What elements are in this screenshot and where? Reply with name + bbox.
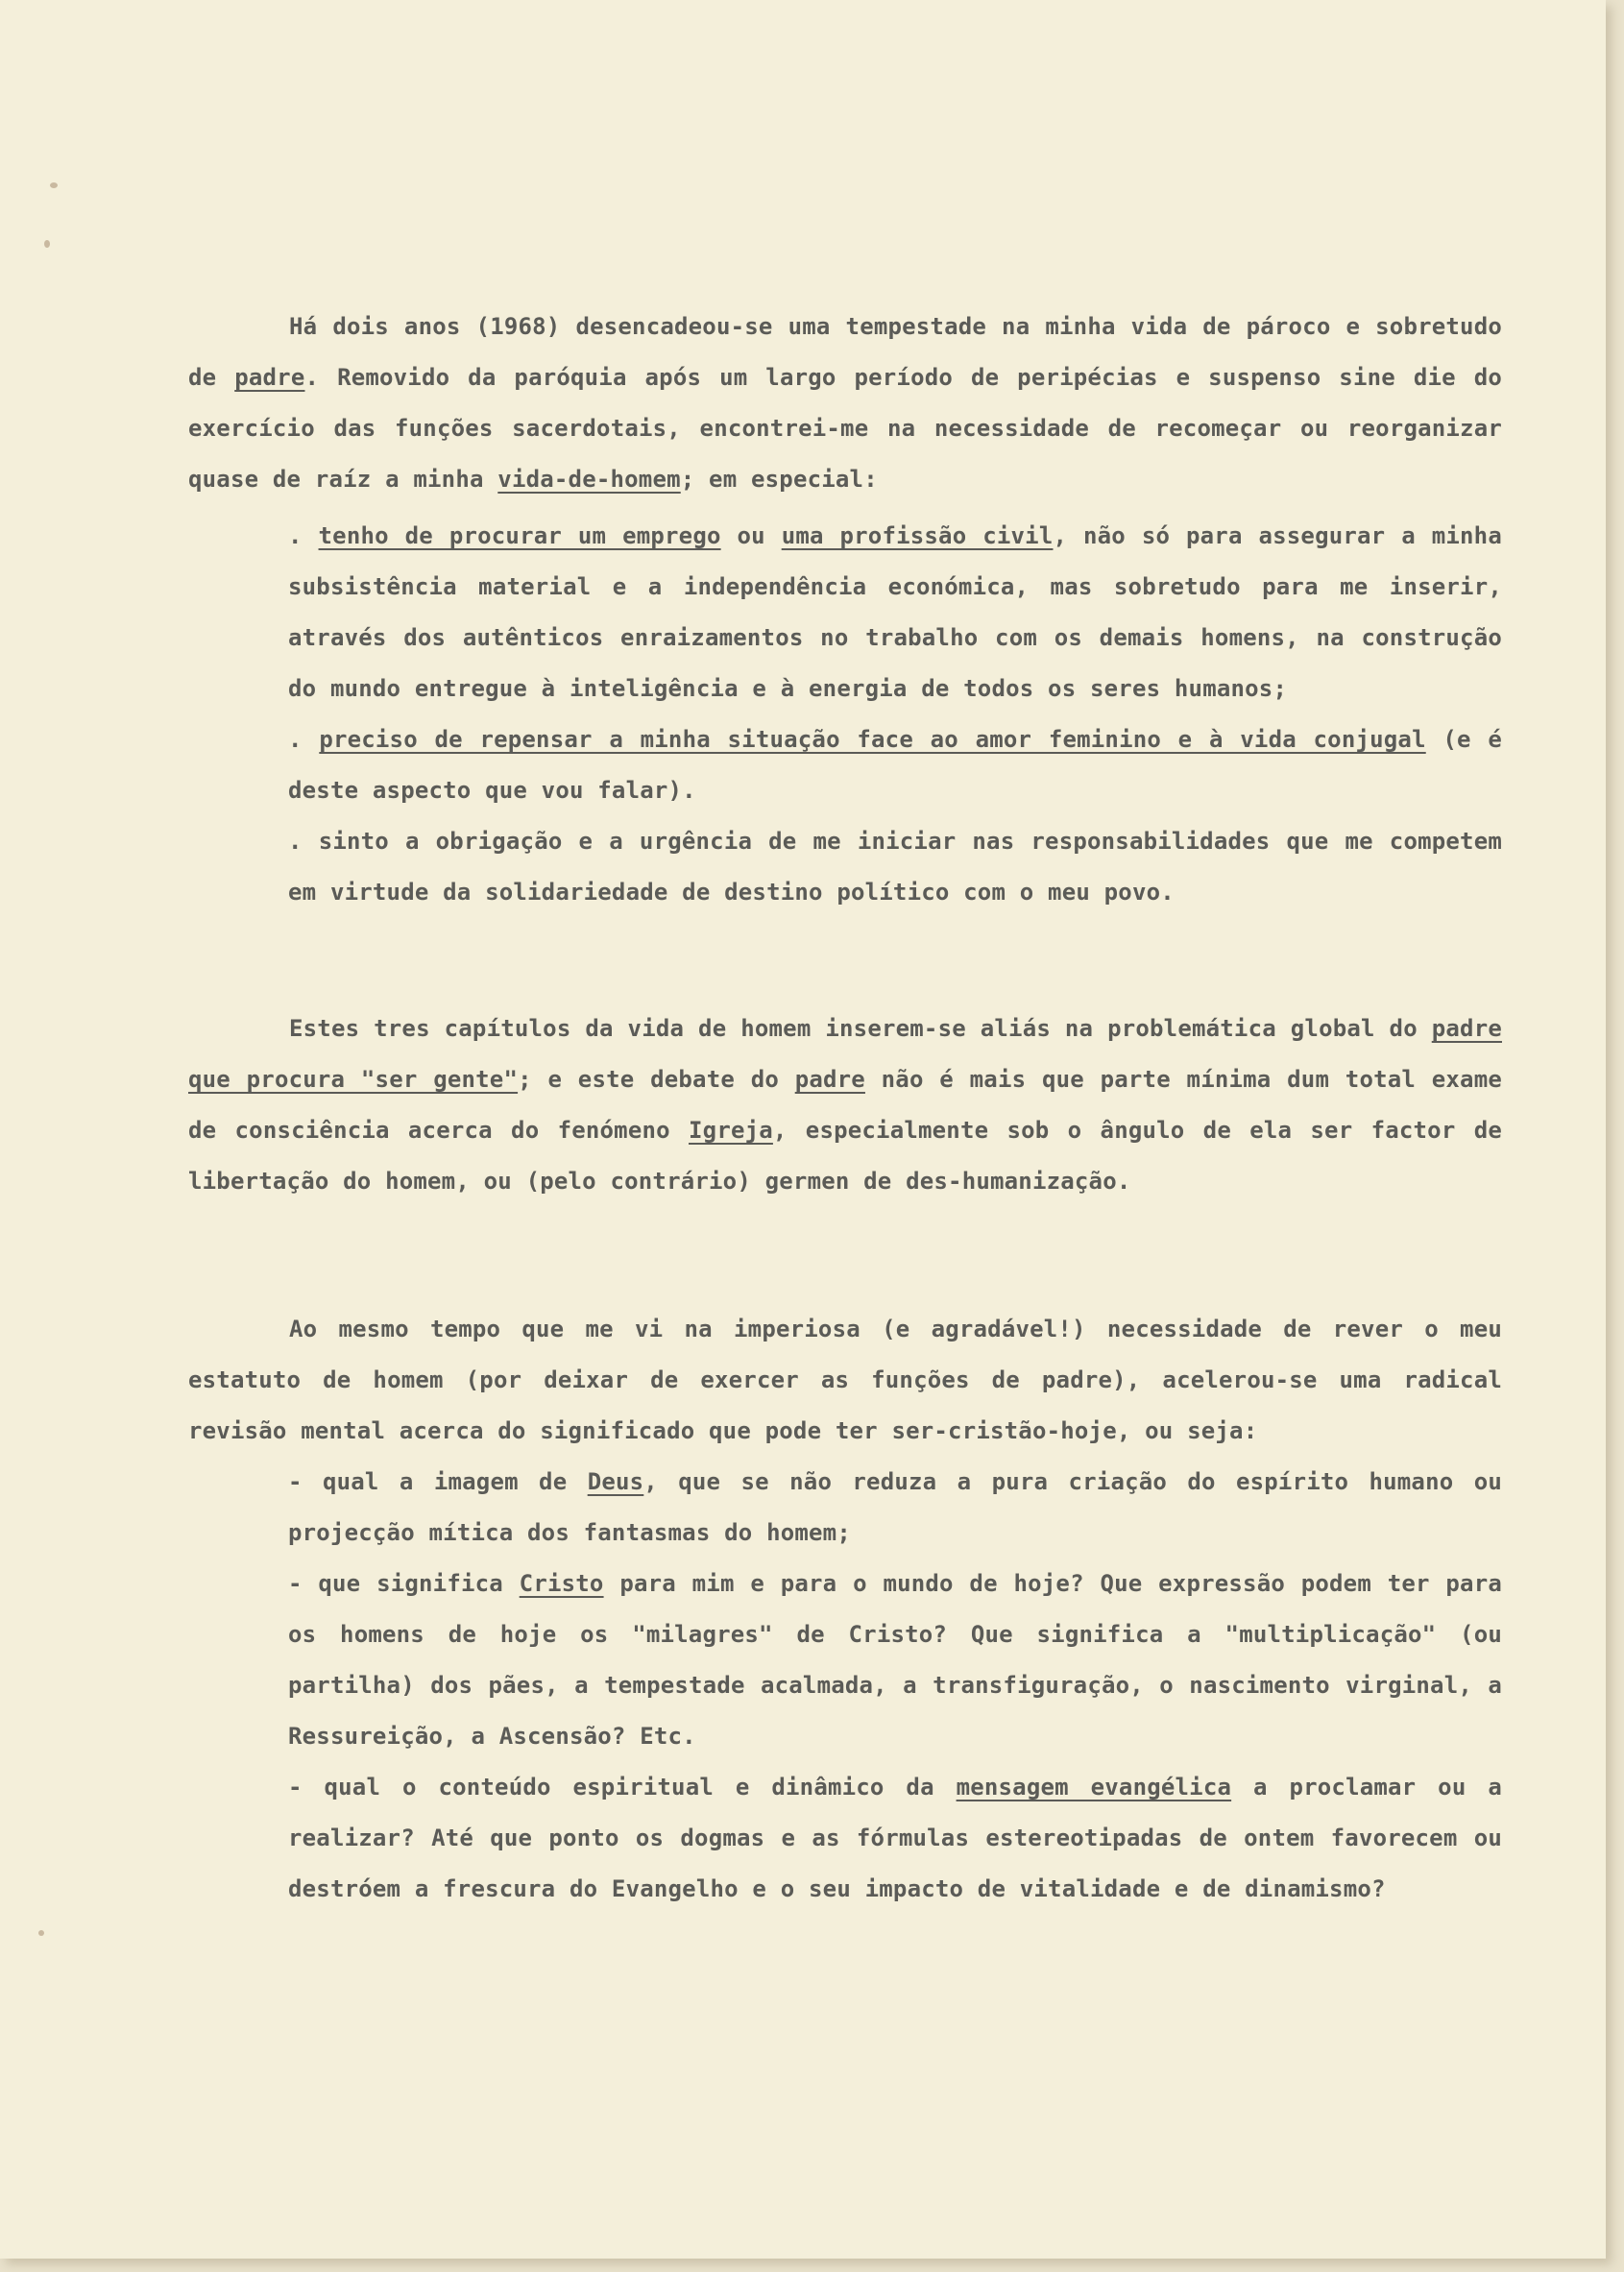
paper-speck bbox=[38, 1930, 44, 1936]
underlined-text: padre que procura "ser gente" bbox=[188, 1015, 1502, 1093]
underlined-text: tenho de procurar um emprego bbox=[318, 522, 721, 549]
underlined-text: padre bbox=[234, 364, 305, 391]
text-span: , especialmente sob o ângulo de ela ser factor de libertação do homem, ou (pelo contrário) germen de des-humanização. bbox=[188, 1117, 1503, 1195]
text-span: ; em especial: bbox=[680, 466, 878, 493]
text-span: Há dois anos (1968) desencadeou-se uma tempestade na minha vida de pároco e sobretudo de bbox=[188, 313, 1502, 391]
text-span: Ao mesmo tempo que me vi na imperiosa (e agradável!) necessidade de rever o meu estatuto de homem (por deixar de exercer as funções de padre), acelerou-se uma radical revisão mental acerca do significado que pode ter ser-cristão-hoje, ou seja: bbox=[188, 1316, 1502, 1444]
paragraph-intro bbox=[188, 302, 1502, 505]
bullet-item-employment bbox=[288, 511, 1502, 714]
underlined-text: Cristo bbox=[519, 1570, 604, 1597]
text-span: Estes tres capítulos da vida de homem inserem-se aliás na problemática global do bbox=[289, 1015, 1432, 1042]
bullet-marker: . bbox=[288, 522, 319, 549]
text-span: , não só para assegurar a minha subsistência material e a independência económica, mas sobretudo para me inserir, através dos autênticos enraizamentos no trabalho com os demais homens, na construção do mundo entregue à inteligência e à energia de todos os seres humanos; bbox=[288, 522, 1502, 702]
underlined-text: Deus bbox=[587, 1468, 644, 1495]
text-span: - qual o conteúdo espiritual e dinâmico da bbox=[288, 1774, 957, 1801]
underlined-text: Igreja bbox=[689, 1117, 773, 1144]
text-span: . Removido da paróquia após um largo período de peripécias e suspenso sine die do exercício das funções sacerdotais, encontrei-me na necessidade de recomeçar ou reorganizar quase de raíz a minha bbox=[188, 364, 1502, 493]
bullet-marker: . bbox=[288, 726, 320, 753]
text-span: - qual a imagem de bbox=[288, 1468, 588, 1495]
text-span: ou bbox=[720, 522, 782, 549]
paragraph-revision bbox=[188, 1304, 1502, 1457]
underlined-text: mensagem evangélica bbox=[956, 1774, 1232, 1801]
third-section bbox=[188, 1304, 1502, 1915]
text-span: não é mais que parte mínima dum total exame de consciência acerca do fenómeno bbox=[188, 1066, 1502, 1144]
paragraph-chapters bbox=[188, 1003, 1502, 1207]
text-span: para mim e para o mundo de hoje? Que expressão podem ter para os homens de hoje os "milagres" de Cristo? Que significa a "multiplicação" (ou partilha) dos pães, a tempestade acalmada, a transfiguração, o nascimento virginal, a Ressureição, a Ascensão? Etc. bbox=[288, 1570, 1502, 1750]
text-span: - que significa bbox=[288, 1570, 520, 1597]
text-span: , que se não reduza a pura criação do espírito humano ou projecção mítica dos fantasmas do homem; bbox=[288, 1468, 1503, 1546]
text-span: (e é deste aspecto que vou falar). bbox=[288, 726, 1502, 804]
underlined-text: vida-de-homem bbox=[497, 466, 681, 493]
dash-item-gospel bbox=[288, 1762, 1502, 1915]
second-section bbox=[188, 1003, 1502, 1207]
text-span: . sinto a obrigação e a urgência de me iniciar nas responsabilidades que me competem em virtude da solidariedade de destino político com o meu povo. bbox=[288, 828, 1502, 906]
paper-speck bbox=[44, 240, 50, 248]
text-span: ; e este debate do bbox=[518, 1066, 795, 1093]
bullet-item-politics bbox=[288, 816, 1502, 918]
text-span: a proclamar ou a realizar? Até que ponto os dogmas e as fórmulas estereotipadas de ontem favorecem ou destróem a frescura do Evangelho e o seu impacto de vitalidade e de dinamismo? bbox=[288, 1774, 1502, 1902]
dash-item-god bbox=[288, 1457, 1502, 1559]
underlined-text: preciso de repensar a minha situação face ao amor feminino e à vida conjugal bbox=[319, 726, 1426, 753]
dash-item-christ bbox=[288, 1559, 1502, 1762]
paper-speck bbox=[50, 182, 58, 188]
bullet-item-love bbox=[288, 714, 1502, 816]
underlined-text: padre bbox=[794, 1066, 865, 1093]
opening-section bbox=[188, 302, 1502, 918]
underlined-text: uma profissão civil bbox=[781, 522, 1054, 549]
